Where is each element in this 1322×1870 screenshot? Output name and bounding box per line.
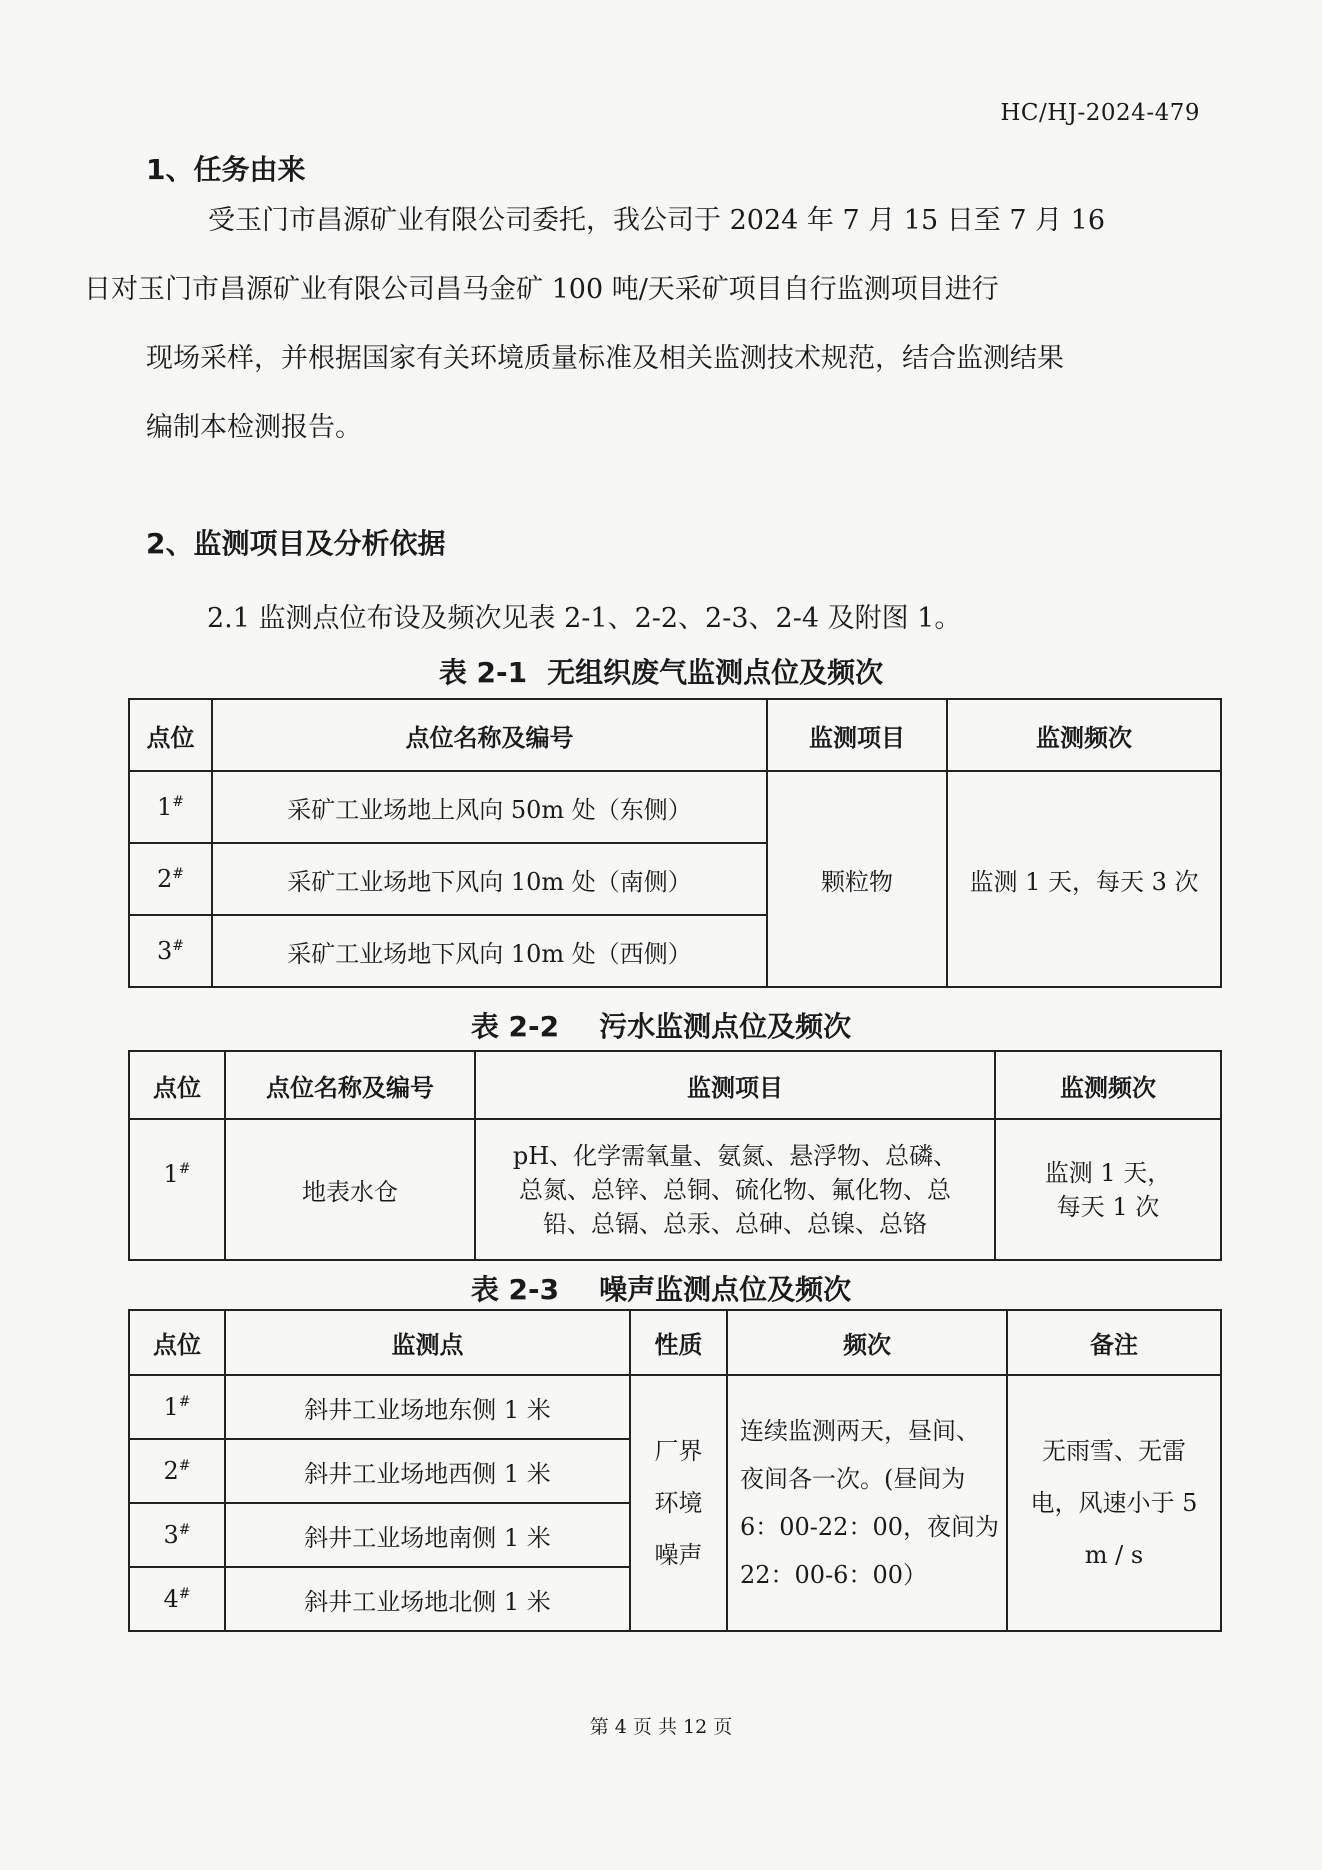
document-number: HC/HJ-2024-479	[1000, 100, 1200, 126]
table-cell-frequency	[995, 1119, 1221, 1260]
column-header: 点位	[129, 1051, 225, 1119]
table-cell-id: 3#	[129, 915, 212, 987]
section-2-title: 2、监测项目及分析依据	[146, 527, 446, 560]
table-cell-point: 斜井工业场地西侧 1 米	[225, 1439, 630, 1503]
page-number-footer: 第 4 页 共 12 页	[589, 1716, 733, 1738]
column-header: 点位	[129, 1310, 225, 1375]
column-header: 监测项目	[475, 1051, 995, 1119]
table-cell-name: 采矿工业场地下风向 10m 处（南侧）	[212, 843, 767, 915]
nature-line: 厂界	[654, 1437, 703, 1465]
table-cell-item: 颗粒物	[767, 771, 947, 987]
nature-line: 环境	[654, 1489, 703, 1517]
table-cell-id: 2#	[129, 1439, 225, 1503]
caption-number: 表 2-2	[470, 1010, 560, 1043]
table-2-2-caption	[0, 1005, 1322, 1045]
paragraph-line: 日对玉门市昌源矿业有限公司昌马金矿 100 吨/天采矿项目自行监测项目进行	[84, 274, 999, 305]
table-cell-name: 采矿工业场地上风向 50m 处（东侧）	[212, 771, 767, 843]
table-2-1-caption	[0, 651, 1322, 691]
paragraph-line: 受玉门市昌源矿业有限公司委托，我公司于 2024 年 7 月 15 日至 7 月 16	[208, 205, 1106, 236]
table-cell-id: 1#	[129, 771, 212, 843]
table-cell-frequency	[727, 1375, 1007, 1631]
table-cell-id: 3#	[129, 1503, 225, 1567]
column-header: 点位名称及编号	[212, 699, 767, 771]
remark-line: m / s	[1084, 1541, 1144, 1569]
section-2-1-text: 2.1 监测点位布设及频次见表 2-1、2-2、2-3、2-4 及附图 1。	[207, 603, 962, 634]
column-header: 监测点	[225, 1310, 630, 1375]
caption-title: 污水监测点位及频次	[599, 1010, 852, 1043]
table-2-3-caption	[0, 1268, 1322, 1308]
table-cell-point: 斜井工业场地北侧 1 米	[225, 1567, 630, 1631]
table-cell-id: 1#	[129, 1119, 225, 1260]
caption-title: 无组织废气监测点位及频次	[547, 656, 884, 689]
table-2-3	[128, 1309, 1222, 1632]
remark-line: 无雨雪、无雷	[1042, 1437, 1186, 1465]
table-cell-id: 2#	[129, 843, 212, 915]
items-line: 铅、总镉、总汞、总砷、总镍、总铬	[543, 1209, 927, 1238]
column-header: 频次	[727, 1310, 1007, 1375]
frequency-line: 夜间各一次。(昼间为	[740, 1465, 966, 1493]
nature-line: 噪声	[654, 1541, 703, 1569]
table-cell-name: 地表水仓	[225, 1119, 475, 1260]
caption-number: 表 2-3	[470, 1273, 560, 1306]
table-cell-name: 采矿工业场地下风向 10m 处（西侧）	[212, 915, 767, 987]
frequency-line: 监测 1 天，	[1044, 1158, 1172, 1187]
caption-title: 噪声监测点位及频次	[599, 1273, 852, 1306]
frequency-line: 6：00-22：00，夜间为	[740, 1513, 999, 1541]
column-header: 监测频次	[947, 699, 1221, 771]
column-header: 备注	[1007, 1310, 1221, 1375]
items-line: pH、化学需氧量、氨氮、悬浮物、总磷、	[512, 1141, 958, 1170]
table-cell-nature	[630, 1375, 727, 1631]
table-cell-point: 斜井工业场地东侧 1 米	[225, 1375, 630, 1439]
table-cell-remark	[1007, 1375, 1221, 1631]
section-1-title: 1、任务由来	[146, 153, 306, 186]
column-header: 点位	[129, 699, 212, 771]
items-line: 总氮、总锌、总铜、硫化物、氟化物、总	[519, 1175, 951, 1204]
column-header: 点位名称及编号	[225, 1051, 475, 1119]
table-2-2	[128, 1050, 1222, 1261]
caption-number: 表 2-1	[438, 656, 528, 689]
column-header: 性质	[630, 1310, 727, 1375]
table-cell-id: 1#	[129, 1375, 225, 1439]
frequency-line: 连续监测两天，昼间、	[740, 1417, 980, 1445]
table-2-1	[128, 698, 1222, 988]
column-header: 监测频次	[995, 1051, 1221, 1119]
column-header: 监测项目	[767, 699, 947, 771]
table-cell-items	[475, 1119, 995, 1260]
frequency-line: 每天 1 次	[1056, 1192, 1160, 1221]
paragraph-line: 编制本检测报告。	[146, 412, 362, 443]
table-cell-point: 斜井工业场地南侧 1 米	[225, 1503, 630, 1567]
frequency-line: 22：00-6：00）	[740, 1561, 927, 1589]
table-cell-id: 4#	[129, 1567, 225, 1631]
table-cell-frequency: 监测 1 天，每天 3 次	[947, 771, 1221, 987]
remark-line: 电，风速小于 5	[1030, 1489, 1198, 1517]
paragraph-line: 现场采样，并根据国家有关环境质量标准及相关监测技术规范，结合监测结果	[146, 343, 1064, 374]
section-1-paragraph	[84, 186, 1186, 462]
